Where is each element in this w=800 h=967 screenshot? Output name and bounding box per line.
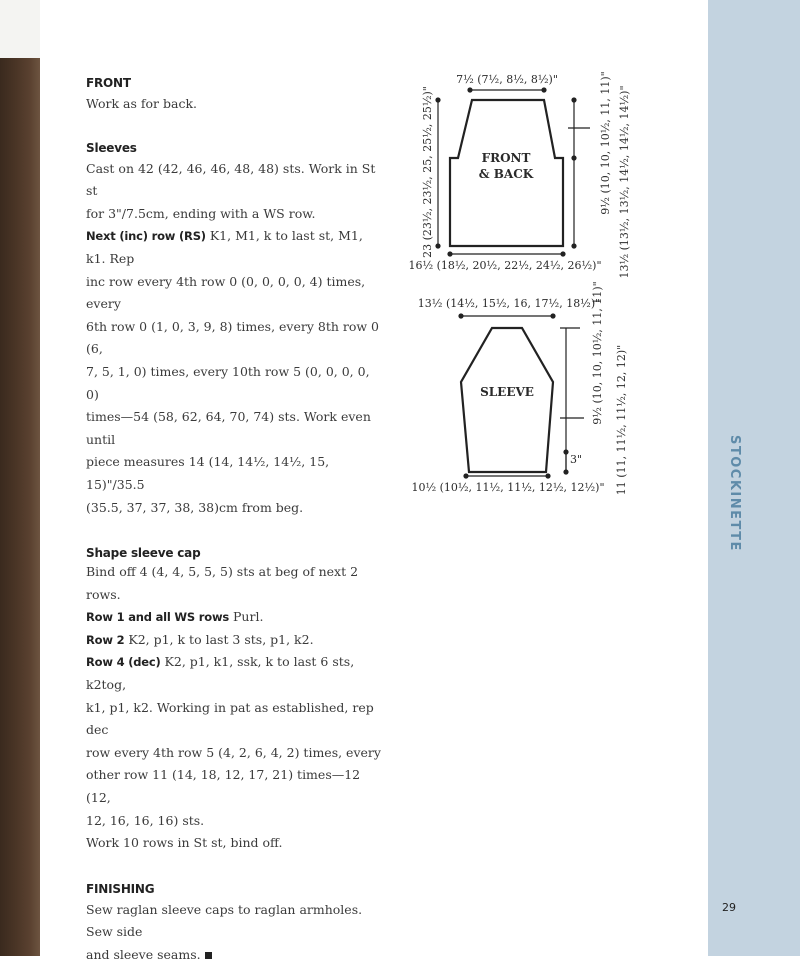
page-number: 29 xyxy=(722,901,736,914)
sleeves-line: Cast on 42 (42, 46, 46, 48, 48) sts. Work in St st xyxy=(86,160,376,199)
sleeves-line: inc row every 4th row 0 (0, 0, 0, 0, 4) times, every xyxy=(86,273,366,312)
cap-line: Work 10 rows in St st, bind off. xyxy=(86,835,283,851)
front-body: Work as for back. xyxy=(86,96,197,111)
sleeve-top-width: 13½ (14½, 15½, 16, 17½, 18½)" xyxy=(417,297,601,310)
front-heading: FRONT xyxy=(86,76,131,90)
finishing-line: Sew raglan sleeve caps to raglan armholes. Sew side xyxy=(86,901,363,940)
side-length: 13½ (13½, 13½, 14½, 14½, 14½)" xyxy=(618,85,631,279)
sleeves-line: (35.5, 37, 37, 38, 38)cm from beg. xyxy=(86,499,304,515)
body-length: 23 (23½, 23½, 25, 25½, 25½)" xyxy=(421,86,434,258)
cuff-width-dimension-line xyxy=(464,474,550,478)
section-tab-label: STOCKINETTE xyxy=(727,435,742,552)
row2-text: K2, p1, k to last 3 sts, p1, k2. xyxy=(124,631,314,647)
finishing-text: and sleeve seams. xyxy=(86,947,201,962)
side-dimension-line xyxy=(572,158,576,248)
body-length-dimension-line xyxy=(436,98,440,248)
cap-line: k1, p1, k2. Working in pat as established, rep dec xyxy=(86,699,374,738)
sleeve-outline xyxy=(461,328,553,472)
sleeve-top-dimension-line xyxy=(459,314,555,318)
sleeves-line: 7, 5, 1, 0) times, every 10th row 5 (0, 0, 0, 0, 0) xyxy=(86,363,370,402)
body-neck-width: 7½ (7½, 8½, 8½)" xyxy=(456,73,558,86)
inc-row-text: K1, M1, k to last st, M1, k1. Rep xyxy=(86,228,363,266)
cap-line: 12, 16, 16, 16) sts. xyxy=(86,812,205,828)
sleeves-line: times—54 (58, 62, 64, 70, 74) sts. Work even until xyxy=(86,409,371,447)
sleeves-heading: Sleeves xyxy=(86,140,137,155)
body-width: 16½ (18½, 20½, 22½, 24½, 26½)" xyxy=(408,259,602,272)
sleeve-length: 11 (11, 11½, 11½, 12, 12)" xyxy=(615,344,628,496)
inc-row-label: Next (inc) row (RS) xyxy=(86,229,206,244)
sleeve-label: SLEEVE xyxy=(480,385,534,399)
cuff-depth-dimension-line xyxy=(564,450,568,472)
armhole-dimension-line xyxy=(568,98,590,160)
sleeves-line: 6th row 0 (1, 0, 3, 9, 8) times, every 8th row 0 (6, xyxy=(86,318,380,357)
sleeve-cap-depth: 9½ (10, 10, 10½, 11, 11)" xyxy=(591,281,604,425)
body-label: & BACK xyxy=(478,167,534,181)
armhole-depth: 9½ (10, 10, 10½, 11, 11)" xyxy=(599,71,612,215)
body-label: FRONT xyxy=(481,151,531,165)
neck-dimension-line xyxy=(468,88,546,92)
row4-label: Row 4 (dec) xyxy=(86,655,161,670)
sleeve-cap-heading: Shape sleeve cap xyxy=(86,546,201,561)
sleeves-line: piece measures 14 (14, 14½, 14½, 15, 15)"/35.5 xyxy=(86,454,330,492)
cap-line: other row 11 (14, 18, 12, 17, 21) times—12 (12, xyxy=(86,767,361,806)
body-width-dimension-line xyxy=(448,252,565,256)
cuff-width: 10½ (10½, 11½, 11½, 12½, 12½)" xyxy=(411,481,605,494)
cuff-depth: 3" xyxy=(570,453,583,466)
finishing-heading: FINISHING xyxy=(86,881,155,896)
row2-label: Row 2 xyxy=(86,632,125,647)
cap-line: Bind off 4 (4, 4, 5, 5, 5) sts at beg of next 2 rows. xyxy=(86,564,359,602)
row1-label: Row 1 and all WS rows xyxy=(86,610,230,625)
sleeves-line: for 3"/7.5cm, ending with a WS row. xyxy=(86,205,316,221)
row4-text: K2, p1, k1, ssk, k to last 6 sts, k2tog, xyxy=(86,654,355,693)
cap-line: row every 4th row 5 (4, 2, 6, 4, 2) times, every xyxy=(86,744,381,760)
row1-text: Purl. xyxy=(229,609,264,625)
